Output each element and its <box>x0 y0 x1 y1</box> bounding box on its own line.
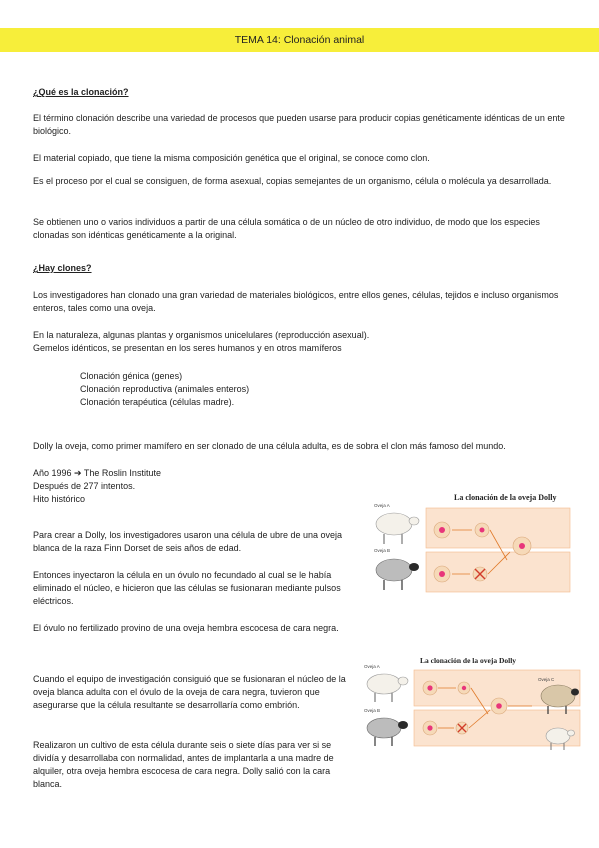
dolly-diagram-1 <box>372 490 572 620</box>
paragraph-clon: El material copiado, que tiene la misma composición genética que el original, se conoce como clon. <box>33 153 430 163</box>
attempts-line: Después de 277 intentos. <box>33 481 136 491</box>
nucleus-cell-icon <box>458 682 470 694</box>
list-item-terapeutica: Clonación terapéutica (células madre). <box>80 397 235 407</box>
diagram-title: La clonación de la oveja Dolly <box>454 493 557 502</box>
heading-hay-clones: ¿Hay clones? <box>33 263 92 273</box>
paragraph-dolly-ovulo: El óvulo no fertilizado provino de una oveja hembra escocesa de cara negra. <box>33 623 339 633</box>
discard-cross-icon <box>456 722 468 734</box>
list-item-reproductiva: Clonación reproductiva (animales enteros) <box>80 384 250 394</box>
paragraph-definition: El término clonación describe una variedad de procesos que pueden usarse para producir copias genéticamente idénticas de un ente biológico. <box>33 113 565 136</box>
label-oveja-c: Oveja C <box>538 677 555 682</box>
paragraph-naturaleza: En la naturaleza, algunas plantas y organismos unicelulares (reproducción asexual). <box>33 330 370 340</box>
year-line: Año 1996 ➔ The Roslin Institute <box>33 468 161 478</box>
paragraph-dolly-cultivo: Realizaron un cultivo de esta célula durante seis o siete días para ver si se dividía y desarrollaba con normalidad, antes de implantarla a una madre de alquiler, otra oveja hembra escocesa de cara negra. Dolly salió con la cara blanca. <box>33 740 334 789</box>
paragraph-gemelos: Gemelos idénticos, se presentan en los seres humanos y en otros mamíferos <box>33 343 342 353</box>
label-oveja-a: Oveja A <box>364 664 380 669</box>
udder-cell-icon <box>434 522 450 538</box>
label-oveja-b: Oveja B <box>374 548 391 553</box>
paragraph-asexual: Es el proceso por el cual se consiguen, de forma asexual, copias semejantes de un organismo, célula o molécula ya desarrollada. <box>33 176 552 186</box>
fused-cell-icon <box>491 698 507 714</box>
label-oveja-a: Oveja A <box>374 503 390 508</box>
fused-cell-icon <box>513 537 531 555</box>
page-title: TEMA 14: Clonación animal <box>234 34 365 46</box>
title-bar <box>0 28 599 52</box>
egg-cell-icon <box>423 721 437 735</box>
heading-que-es-clonacion: ¿Qué es la clonación? <box>33 87 129 97</box>
milestone-line: Hito histórico <box>33 494 86 504</box>
nucleus-cell-icon <box>475 523 489 537</box>
list-item-genica: Clonación génica (genes) <box>80 371 183 381</box>
egg-cell-icon <box>434 566 450 582</box>
dolly-diagram-2 <box>362 654 582 768</box>
discard-cross-icon <box>473 567 487 581</box>
paragraph-dolly-inyeccion: Entonces inyectaron la célula en un óvulo no fecundado al cual se le había eliminado el núcleo, e hicieron que las células se fusionaran mediante pulsos eléctricos. <box>33 570 341 606</box>
paragraph-dolly-intro: Dolly la oveja, como primer mamífero en ser clonado de una célula adulta, es de sobra el clon más famoso del mundo. <box>33 441 506 451</box>
paragraph-somatica: Se obtienen uno o varios individuos a partir de una célula somática o de un núcleo de otro individuo, de modo que los especies clonadas son idénticas genéticamente a la original. <box>33 217 540 240</box>
diagram-title: La clonación de la oveja Dolly <box>420 656 517 665</box>
label-oveja-b: Oveja B <box>364 708 381 713</box>
paragraph-dolly-embrion: Cuando el equipo de investigación consiguió que se fusionaran el núcleo de la oveja blanca adulta con el óvulo de la oveja de cara negra, tuvieron que asegurarse que la célula resultante se desarrollaría como embrión. <box>33 674 346 710</box>
udder-cell-icon <box>423 681 437 695</box>
paragraph-dolly-ubre: Para crear a Dolly, los investigadores usaron una célula de ubre de una oveja blanca de la raza Finn Dorset de seis años de edad. <box>33 530 343 553</box>
paragraph-investigadores: Los investigadores han clonado una gran variedad de materiales biológicos, entre ellos genes, células, tejidos e incluso organismos enteros, tales como una oveja. <box>33 290 559 313</box>
